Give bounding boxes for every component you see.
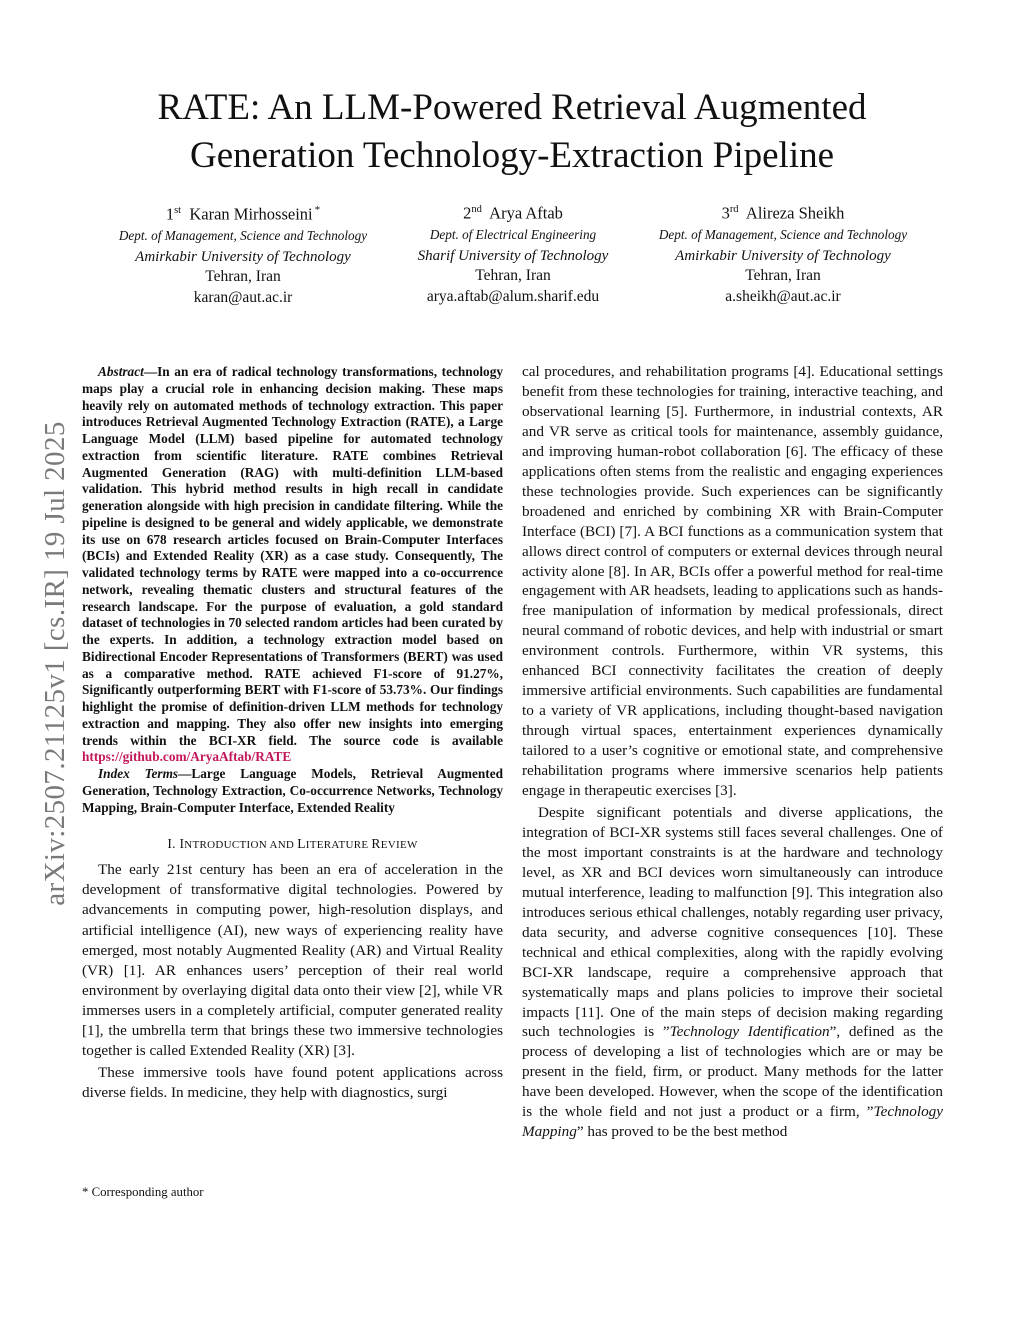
title-line-2: Generation Technology-Extraction Pipeline bbox=[189, 135, 835, 176]
author-ordinal: 3 bbox=[721, 203, 730, 223]
author-city: Tehran, Iran bbox=[475, 267, 551, 285]
index-terms-text: —Large Language Models, Retrieval Augmented Generation, Technology Extraction, Co-occurrence Networks, Technology Mapping, Brain-Computer Interface, Extended Reality bbox=[82, 766, 503, 815]
section-number: I. bbox=[167, 836, 180, 852]
body-paragraph: cal procedures, and rehabilitation programs [4]. Educational settings benefit from these technologies for training, interactive teaching, and observational learning [5]. Furthermore, in industrial contexts, AR and VR serve as critical tools for maintenance, assembly guidance, and improving human-robot collaboration [6]. The efficacy of these applications often stems from the realistic and engaging experiences these technologies provide. Such experiences can be significantly broadened and enriched by combining XR with Brain-Computer Interface (BCI) [7]. A BCI functions as a communication system that allows direct control of computers or external devices through neural activity alone [8]. In AR, BCIs offer a powerful method for real-time engagement with AR headsets, leading to applications such as hands-free manipulation of information by medical professionals, direct neural command of robotic devices, and help with industrial or smart environment controls. Furthermore, within VR systems, this enhanced BCI connectivity facilitates the creation of deeply immersive artificial environments. Such capabilities are fundamental to a variety of VR applications, including thought-based navigation through virtual spaces, entertainment experiences dynamically tailored to a user’s cognitive or emotional state, and comprehensive rehabilitation programs where immersive scenarios help patients engage in therapeutic exercises [3]. bbox=[522, 363, 943, 800]
author-block-3 bbox=[630, 200, 936, 307]
author-department: Dept. of Management, Science and Technology bbox=[118, 228, 368, 244]
author-department: Dept. of Electrical Engineering bbox=[429, 227, 597, 243]
body-paragraph: These immersive tools have found potent applications across diverse fields. In medicine, they help with diagnostics, surgi bbox=[82, 1064, 503, 1102]
section-title-part: ITERATURE bbox=[305, 839, 372, 852]
author-ordinal-suffix: nd bbox=[471, 204, 482, 215]
author-ordinal: 2 bbox=[463, 203, 472, 223]
author-block-2 bbox=[400, 200, 626, 307]
author-city: Tehran, Iran bbox=[205, 268, 281, 286]
author-name-line bbox=[83, 200, 403, 225]
paragraph-text: ”, defined as the process of developing a list of technologies which are or may be present in the field, firm, or product. Many methods for the latter have been developed. However, when the scope of the identification is the whole field and not just a product or a firm, ” bbox=[522, 1023, 943, 1121]
index-terms-label: Index Terms bbox=[98, 766, 179, 781]
author-university: Amirkabir University of Technology bbox=[675, 247, 891, 264]
author-name: Karan Mirhosseini bbox=[189, 204, 313, 224]
right-column bbox=[522, 362, 943, 1142]
section-title-part: I bbox=[179, 836, 185, 852]
author-city: Tehran, Iran bbox=[745, 267, 821, 285]
paper-title bbox=[80, 84, 944, 180]
paragraph-text: ” has proved to be the best method bbox=[576, 1123, 788, 1141]
corresponding-mark: * bbox=[314, 204, 321, 216]
author-email: arya.aftab@alum.sharif.edu bbox=[426, 287, 600, 305]
author-name: Arya Aftab bbox=[489, 203, 563, 223]
body-paragraph bbox=[522, 803, 943, 1142]
emphasized-term: Technology Identification bbox=[669, 1023, 830, 1041]
index-terms bbox=[82, 766, 503, 816]
title-line-1: RATE: An LLM-Powered Retrieval Augmented bbox=[157, 87, 867, 128]
author-university: Amirkabir University of Technology bbox=[135, 248, 351, 265]
author-department: Dept. of Management, Science and Technology bbox=[658, 227, 908, 243]
author-email: karan@aut.ac.ir bbox=[193, 288, 293, 306]
arxiv-identifier bbox=[30, 378, 80, 948]
author-ordinal-suffix: st bbox=[174, 205, 182, 216]
section-heading bbox=[82, 836, 503, 852]
source-code-link[interactable]: https://github.com/AryaAftab/RATE bbox=[82, 749, 292, 765]
author-block-1 bbox=[83, 200, 403, 308]
left-column bbox=[82, 364, 503, 1103]
emphasized-term: Technology Mapping bbox=[522, 1103, 943, 1141]
author-university: Sharif University of Technology bbox=[417, 247, 609, 264]
body-paragraph: The early 21st century has been an era of acceleration in the development of transformative digital technologies. Powered by advancements in computing power, high-resolution displays, and artificial intelligence (AI), new ways of experiencing reality have emerged, most notably Augmented Reality (AR) and Virtual Reality (VR) [1]. AR enhances users’ perception of their real world environment by overlaying digital data onto their view [2], while VR immerses users in a completely artificial, computer generated reality [1], the umbrella term that brings these two immersive technologies together is called Extended Reality (XR) [3]. bbox=[82, 861, 503, 1060]
abstract-label: Abstract bbox=[98, 364, 144, 379]
arxiv-identifier-text: arXiv:2507.21125v1 [cs.IR] 19 Jul 2025 bbox=[38, 420, 71, 906]
author-ordinal-suffix: rd bbox=[729, 204, 739, 215]
footnote: * Corresponding author bbox=[82, 1185, 204, 1199]
author-name-line bbox=[630, 200, 936, 224]
author-name: Alireza Sheikh bbox=[745, 203, 845, 223]
section-title-part: NTRODUCTION AND bbox=[184, 839, 298, 852]
section-title-part: R bbox=[371, 836, 381, 852]
abstract-text: —In an era of radical technology transformations, technology maps play a crucial role in enhancing decision making. These maps heavily rely on automated methods of technology extraction. This paper introduces Retrieval Augmented Technology Extraction (RATE), a Large Language Model (LLM) based pipeline for automated technology extraction from scientific literature. RATE combines Retrieval Augmented Generation (RAG) with multi-definition LLM-based validation. This hybrid method results in high recall in candidate generation alongside with high precision in candidate filtering. While the pipeline is designed to be general and widely applicable, we demonstrate its use on 678 research articles focused on Brain-Computer Interfaces (BCIs) and Extended Reality (XR) as a case study. Consequently, The validated technology terms by RATE were mapped into a co-occurrence network, revealing thematic clusters and structural features of the research landscape. For the purpose of evaluation, a gold standard dataset of technologies in 70 selected random articles had been curated by the experts. In addition, a technology extraction model based on Bidirectional Encoder Representations of Transformers (BERT) was used as a comparative method. RATE achieved F1-score of 91.27%, Significantly outperforming BERT with F1-score of 53.73%. Our findings highlight the promise of definition-driven LLM methods for technology extraction and mapping. They also offer new insights into emerging trends within the BCI-XR field. The source code is available bbox=[82, 364, 503, 748]
author-ordinal: 1 bbox=[165, 204, 175, 224]
author-name-line bbox=[400, 200, 626, 224]
section-title-part: EVIEW bbox=[380, 839, 418, 852]
section-title-part: L bbox=[297, 836, 306, 852]
author-email: a.sheikh@aut.ac.ir bbox=[725, 287, 841, 305]
paragraph-text: Despite significant potentials and diverse applications, the integration of BCI-XR systems still faces several challenges. One of the most important constraints is at the hardware and technology level, as XR and BCI devices worn simultaneously can introduce mutual interference, leading to malfunction [9]. This integration also introduces serious ethical challenges, notably regarding user privacy, data security, and adverse cognitive consequences [10]. These technical and ethical complexities, along with the rapidly evolving BCI-XR landscape, require a comprehensive approach that systematically maps and plans policies to improve their societal impacts [11]. One of the main steps of decision making regarding such technologies is ” bbox=[522, 803, 943, 1041]
abstract bbox=[82, 364, 503, 766]
